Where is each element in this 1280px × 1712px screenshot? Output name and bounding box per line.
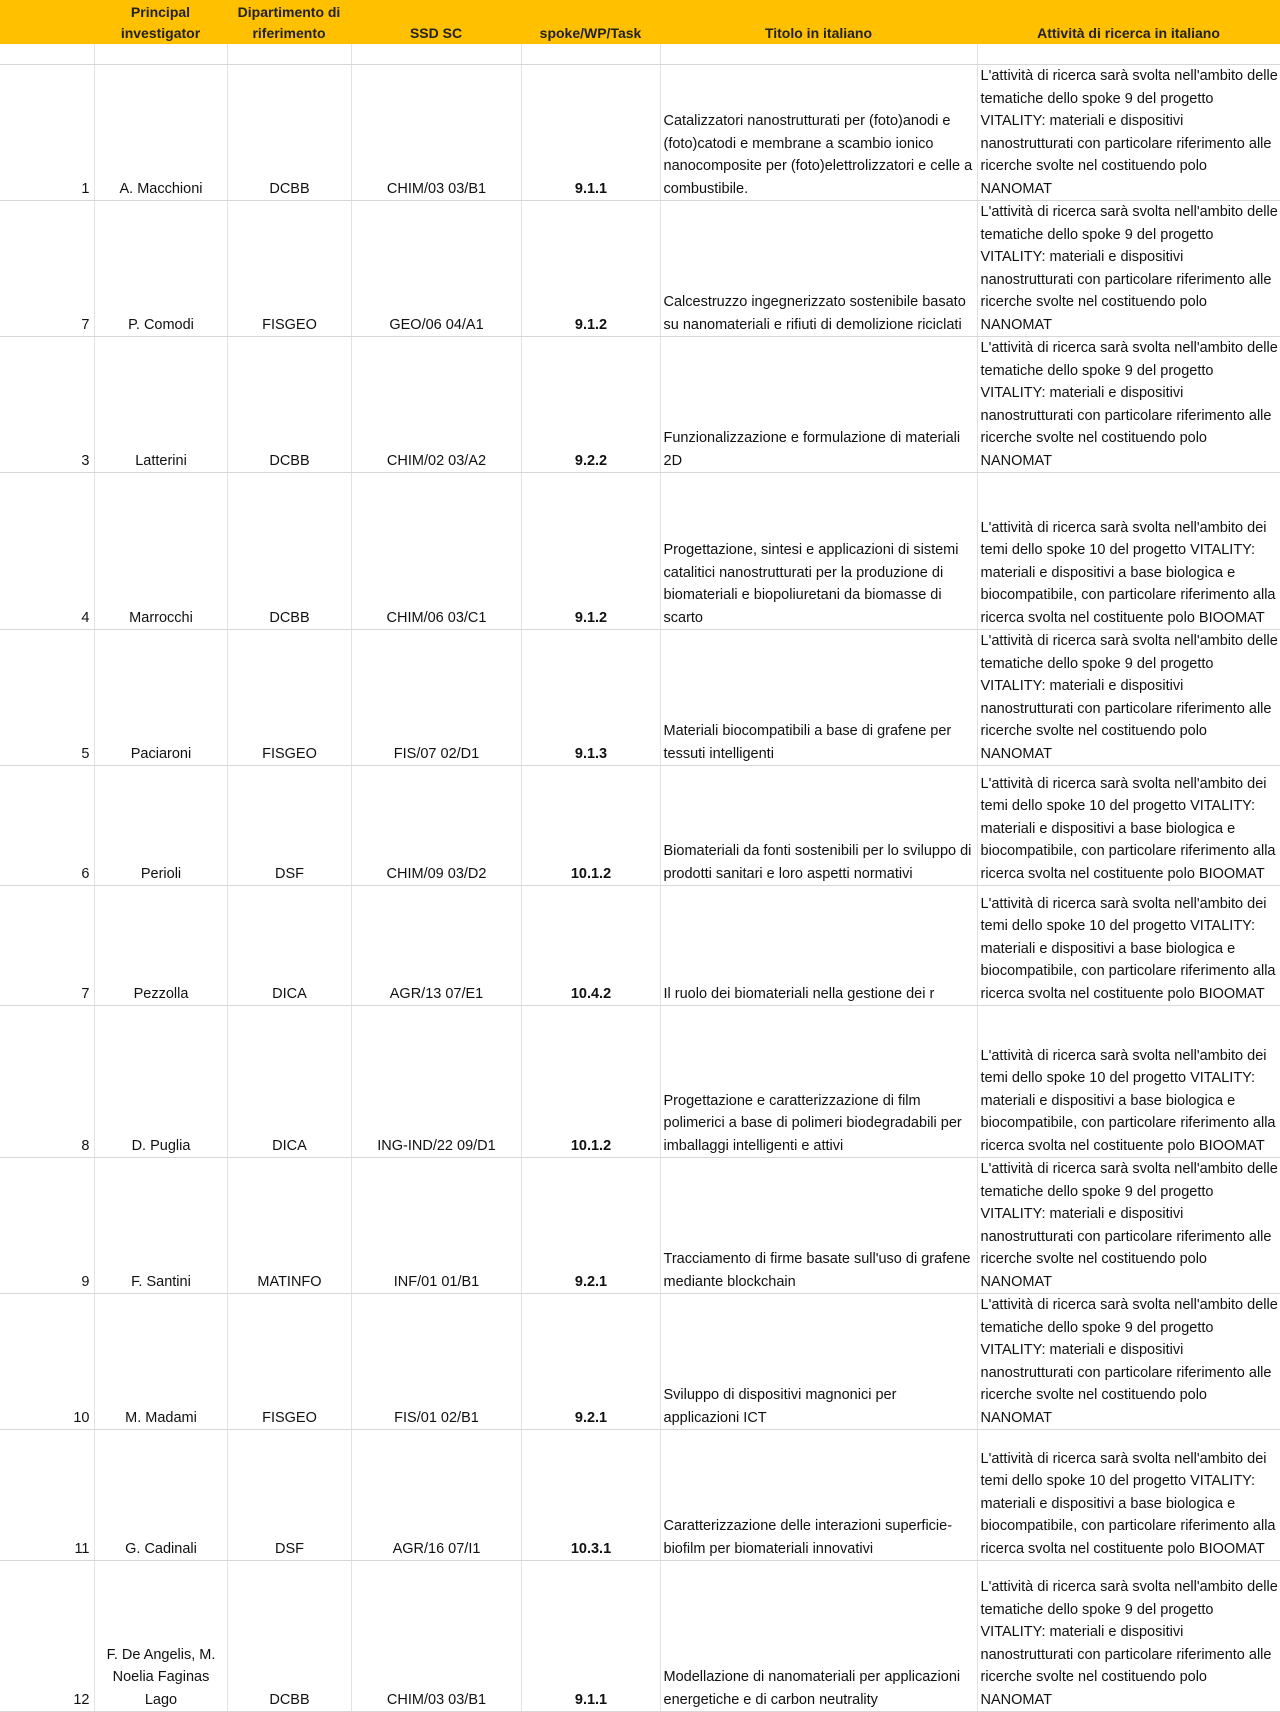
row-number[interactable]: 9 xyxy=(0,1158,94,1294)
spoke-task-cell[interactable]: 9.1.2 xyxy=(521,201,660,337)
empty-cell[interactable] xyxy=(660,44,977,65)
header-spoke-wp-task[interactable]: spoke/WP/Task xyxy=(521,0,660,44)
header-index[interactable] xyxy=(0,0,94,44)
table-row xyxy=(0,337,1280,473)
spoke-task-cell[interactable]: 9.1.2 xyxy=(521,473,660,630)
ssd-sc-cell[interactable]: GEO/06 04/A1 xyxy=(351,201,521,337)
research-activity-cell[interactable]: L'attività di ricerca sarà svolta nell'ambito delle tematiche dello spoke 9 del progetto VITALITY: materiali e dispositivi nanostrutturati con particolare riferimento alle ricerche svolte nel costituendo polo NANOMAT xyxy=(977,1561,1280,1712)
table-row xyxy=(0,1430,1280,1561)
row-number[interactable]: 6 xyxy=(0,766,94,886)
table-row xyxy=(0,473,1280,630)
principal-investigator-cell[interactable]: Paciaroni xyxy=(94,630,227,766)
research-activity-cell[interactable]: L'attività di ricerca sarà svolta nell'ambito delle tematiche dello spoke 9 del progetto VITALITY: materiali e dispositivi nanostrutturati con particolare riferimento alle ricerche svolte nel costituendo polo NANOMAT xyxy=(977,201,1280,337)
table-row xyxy=(0,886,1280,1006)
title-cell[interactable]: Sviluppo di dispositivi magnonici per applicazioni ICT xyxy=(660,1294,977,1430)
row-number[interactable]: 7 xyxy=(0,886,94,1006)
title-cell[interactable]: Modellazione di nanomateriali per applicazioni energetiche e di carbon neutrality xyxy=(660,1561,977,1712)
header-ssd-sc[interactable]: SSD SC xyxy=(351,0,521,44)
header-principal-investigator[interactable]: Principal investigator xyxy=(94,0,227,44)
ssd-sc-cell[interactable]: CHIM/06 03/C1 xyxy=(351,473,521,630)
principal-investigator-cell[interactable]: Marrocchi xyxy=(94,473,227,630)
ssd-sc-cell[interactable]: FIS/01 02/B1 xyxy=(351,1294,521,1430)
empty-row xyxy=(0,44,1280,65)
research-activity-cell[interactable]: L'attività di ricerca sarà svolta nell'ambito delle tematiche dello spoke 9 del progetto VITALITY: materiali e dispositivi nanostrutturati con particolare riferimento alle ricerche svolte nel costituendo polo NANOMAT xyxy=(977,337,1280,473)
spoke-task-cell[interactable]: 10.1.2 xyxy=(521,1006,660,1158)
ssd-sc-cell[interactable]: FIS/07 02/D1 xyxy=(351,630,521,766)
department-cell[interactable]: MATINFO xyxy=(227,1158,351,1294)
principal-investigator-cell[interactable]: Latterini xyxy=(94,337,227,473)
empty-cell[interactable] xyxy=(521,44,660,65)
principal-investigator-cell[interactable]: G. Cadinali xyxy=(94,1430,227,1561)
ssd-sc-cell[interactable]: CHIM/03 03/B1 xyxy=(351,1561,521,1712)
ssd-sc-cell[interactable]: CHIM/03 03/B1 xyxy=(351,65,521,201)
title-cell[interactable]: Progettazione e caratterizzazione di film polimerici a base di polimeri biodegradabili per imballaggi intelligenti e attivi xyxy=(660,1006,977,1158)
table-row xyxy=(0,65,1280,201)
ssd-sc-cell[interactable]: AGR/13 07/E1 xyxy=(351,886,521,1006)
department-cell[interactable]: DSF xyxy=(227,1430,351,1561)
spoke-task-cell[interactable]: 9.1.3 xyxy=(521,630,660,766)
header-title-italian[interactable]: Titolo in italiano xyxy=(660,0,977,44)
table-row xyxy=(0,1561,1280,1712)
department-cell[interactable]: DICA xyxy=(227,886,351,1006)
principal-investigator-cell[interactable]: D. Puglia xyxy=(94,1006,227,1158)
research-activity-cell[interactable]: L'attività di ricerca sarà svolta nell'ambito dei temi dello spoke 10 del progetto VITALITY: materiali e dispositivi a base biologica e biocompatibile, con particolare riferimento alla ricerca svolta nel costituente polo BIOOMAT xyxy=(977,1430,1280,1561)
table-row xyxy=(0,630,1280,766)
table-row xyxy=(0,1294,1280,1430)
row-number[interactable]: 12 xyxy=(0,1561,94,1712)
department-cell[interactable]: FISGEO xyxy=(227,201,351,337)
principal-investigator-cell[interactable]: M. Madami xyxy=(94,1294,227,1430)
department-cell[interactable]: DSF xyxy=(227,766,351,886)
department-cell[interactable]: FISGEO xyxy=(227,1294,351,1430)
spoke-task-cell[interactable]: 9.2.2 xyxy=(521,337,660,473)
title-cell[interactable]: Materiali biocompatibili a base di grafene per tessuti intelligenti xyxy=(660,630,977,766)
research-activity-cell[interactable]: L'attività di ricerca sarà svolta nell'ambito dei temi dello spoke 10 del progetto VITALITY: materiali e dispositivi a base biologica e biocompatibile, con particolare riferimento alla ricerca svolta nel costituente polo BIOOMAT xyxy=(977,886,1280,1006)
empty-cell[interactable] xyxy=(0,44,94,65)
table-row xyxy=(0,766,1280,886)
empty-cell[interactable] xyxy=(94,44,227,65)
empty-cell[interactable] xyxy=(977,44,1280,65)
row-number[interactable]: 7 xyxy=(0,201,94,337)
table-row xyxy=(0,1006,1280,1158)
title-cell[interactable]: Il ruolo dei biomateriali nella gestione dei r xyxy=(660,886,977,1006)
ssd-sc-cell[interactable]: CHIM/02 03/A2 xyxy=(351,337,521,473)
research-activity-cell[interactable]: L'attività di ricerca sarà svolta nell'ambito delle tematiche dello spoke 9 del progetto VITALITY: materiali e dispositivi nanostrutturati con particolare riferimento alle ricerche svolte nel costituendo polo NANOMAT xyxy=(977,65,1280,201)
research-activity-cell[interactable]: L'attività di ricerca sarà svolta nell'ambito dei temi dello spoke 10 del progetto VITALITY: materiali e dispositivi a base biologica e biocompatibile, con particolare riferimento alla ricerca svolta nel costituente polo BIOOMAT xyxy=(977,473,1280,630)
row-number[interactable]: 10 xyxy=(0,1294,94,1430)
ssd-sc-cell[interactable]: AGR/16 07/I1 xyxy=(351,1430,521,1561)
research-activity-cell[interactable]: L'attività di ricerca sarà svolta nell'ambito delle tematiche dello spoke 9 del progetto VITALITY: materiali e dispositivi nanostrutturati con particolare riferimento alle ricerche svolte nel costituendo polo NANOMAT xyxy=(977,1294,1280,1430)
research-activity-cell[interactable]: L'attività di ricerca sarà svolta nell'ambito dei temi dello spoke 10 del progetto VITALITY: materiali e dispositivi a base biologica e biocompatibile, con particolare riferimento alla ricerca svolta nel costituente polo BIOOMAT xyxy=(977,1006,1280,1158)
research-activity-cell[interactable]: L'attività di ricerca sarà svolta nell'ambito dei temi dello spoke 10 del progetto VITALITY: materiali e dispositivi a base biologica e biocompatibile, con particolare riferimento alla ricerca svolta nel costituente polo BIOOMAT xyxy=(977,766,1280,886)
header-row xyxy=(0,0,1280,44)
ssd-sc-cell[interactable]: CHIM/09 03/D2 xyxy=(351,766,521,886)
spoke-task-cell[interactable]: 10.1.2 xyxy=(521,766,660,886)
principal-investigator-cell[interactable]: F. De Angelis, M. Noelia Faginas Lago xyxy=(94,1561,227,1712)
title-cell[interactable]: Tracciamento di firme basate sull'uso di grafene mediante blockchain xyxy=(660,1158,977,1294)
row-number[interactable]: 8 xyxy=(0,1006,94,1158)
row-number[interactable]: 1 xyxy=(0,65,94,201)
principal-investigator-cell[interactable]: Pezzolla xyxy=(94,886,227,1006)
principal-investigator-cell[interactable]: F. Santini xyxy=(94,1158,227,1294)
department-cell[interactable]: DCBB xyxy=(227,337,351,473)
header-department[interactable]: Dipartimento di riferimento xyxy=(227,0,351,44)
spoke-task-cell[interactable]: 9.1.1 xyxy=(521,1561,660,1712)
table-row xyxy=(0,1158,1280,1294)
title-cell[interactable]: Calcestruzzo ingegnerizzato sostenibile basato su nanomateriali e rifiuti di demolizione riciclati xyxy=(660,201,977,337)
principal-investigator-cell[interactable]: A. Macchioni xyxy=(94,65,227,201)
spoke-task-cell[interactable]: 10.4.2 xyxy=(521,886,660,1006)
spoke-task-cell[interactable]: 10.3.1 xyxy=(521,1430,660,1561)
department-cell[interactable]: DCBB xyxy=(227,473,351,630)
department-cell[interactable]: DCBB xyxy=(227,65,351,201)
empty-cell[interactable] xyxy=(227,44,351,65)
table-row xyxy=(0,201,1280,337)
title-cell[interactable]: Catalizzatori nanostrutturati per (foto)anodi e (foto)catodi e membrane a scambio ionico nanocomposite per (foto)elettrolizzatori e celle a combustibile. xyxy=(660,65,977,201)
header-research-activity-italian[interactable]: Attività di ricerca in italiano xyxy=(977,0,1280,44)
spoke-task-cell[interactable]: 9.2.1 xyxy=(521,1294,660,1430)
ssd-sc-cell[interactable]: INF/01 01/B1 xyxy=(351,1158,521,1294)
principal-investigator-cell[interactable]: Perioli xyxy=(94,766,227,886)
title-cell[interactable]: Funzionalizzazione e formulazione di materiali 2D xyxy=(660,337,977,473)
spoke-task-cell[interactable]: 9.1.1 xyxy=(521,65,660,201)
row-number[interactable]: 4 xyxy=(0,473,94,630)
department-cell[interactable]: DICA xyxy=(227,1006,351,1158)
row-number[interactable]: 11 xyxy=(0,1430,94,1561)
spoke-task-cell[interactable]: 9.2.1 xyxy=(521,1158,660,1294)
department-cell[interactable]: DCBB xyxy=(227,1561,351,1712)
principal-investigator-cell[interactable]: P. Comodi xyxy=(94,201,227,337)
department-cell[interactable]: FISGEO xyxy=(227,630,351,766)
research-activity-cell[interactable]: L'attività di ricerca sarà svolta nell'ambito delle tematiche dello spoke 9 del progetto VITALITY: materiali e dispositivi nanostrutturati con particolare riferimento alle ricerche svolte nel costituendo polo NANOMAT xyxy=(977,1158,1280,1294)
empty-cell[interactable] xyxy=(351,44,521,65)
row-number[interactable]: 5 xyxy=(0,630,94,766)
title-cell[interactable]: Biomateriali da fonti sostenibili per lo sviluppo di prodotti sanitari e loro aspetti normativi xyxy=(660,766,977,886)
title-cell[interactable]: Caratterizzazione delle interazioni superficie-biofilm per biomateriali innovativi xyxy=(660,1430,977,1561)
research-activity-cell[interactable]: L'attività di ricerca sarà svolta nell'ambito delle tematiche dello spoke 9 del progetto VITALITY: materiali e dispositivi nanostrutturati con particolare riferimento alle ricerche svolte nel costituendo polo NANOMAT xyxy=(977,630,1280,766)
title-cell[interactable]: Progettazione, sintesi e applicazioni di sistemi catalitici nanostrutturati per la produzione di biomateriali e biopoliuretani da biomasse di scarto xyxy=(660,473,977,630)
ssd-sc-cell[interactable]: ING-IND/22 09/D1 xyxy=(351,1006,521,1158)
row-number[interactable]: 3 xyxy=(0,337,94,473)
